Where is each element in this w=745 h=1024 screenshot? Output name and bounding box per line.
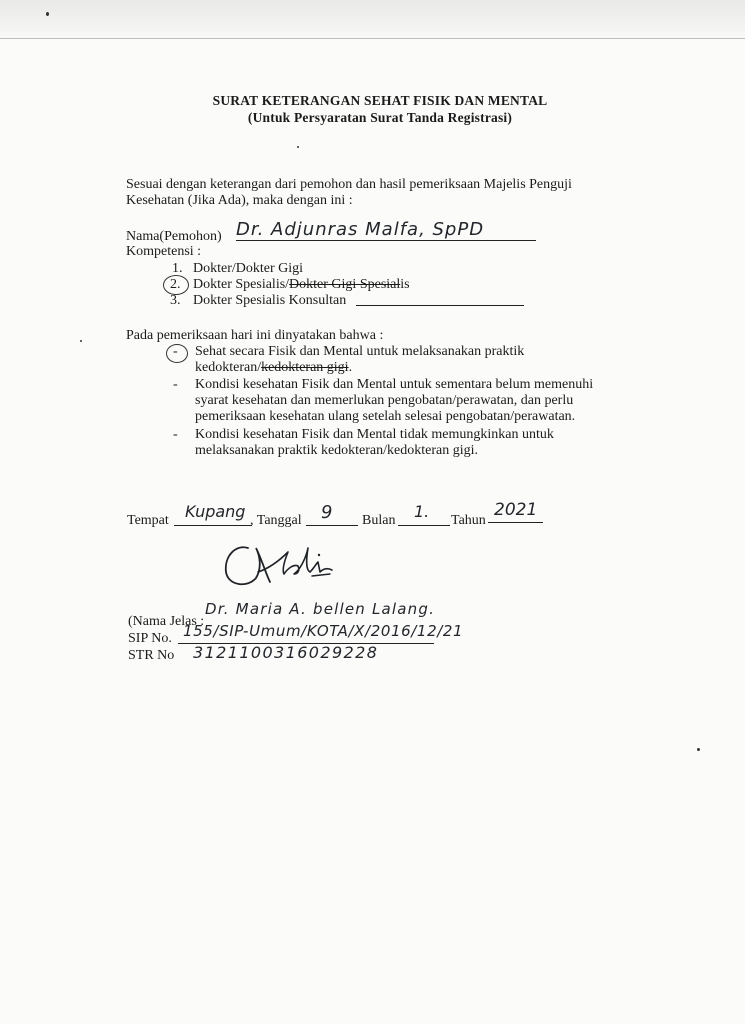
kompetensi-item-3-text: Dokter Spesialis Konsultan	[193, 293, 347, 308]
tahun-handwritten-value: 2021	[494, 500, 538, 520]
document-subtitle: (Untuk Persyaratan Surat Tanda Registrasi)	[247, 110, 513, 125]
tanggal-handwritten-value: 9	[321, 502, 333, 523]
pemeriksaan-item-2-line-2: syarat kesehatan dan memerlukan pengobatan/perawatan, dan perlu	[195, 393, 574, 408]
document-title: SURAT KETERANGAN SEHAT FISIK DAN MENTAL	[212, 93, 548, 108]
pemeriksaan-item-3-bullet: -	[173, 427, 178, 442]
pemeriksaan-item-3-line-2: melaksanakan praktik kedokteran/kedokteran gigi.	[195, 443, 479, 458]
bulan-handwritten-value: 1.	[414, 502, 430, 521]
pemeriksaan-intro: Pada pemeriksaan hari ini dinyatakan bahwa :	[126, 328, 384, 343]
pemeriksaan-item-1-struck-text: kedokteran gigi	[261, 360, 349, 375]
pemeriksaan-item-1-bullet: -	[173, 344, 178, 359]
nama-underline	[236, 240, 536, 241]
kompetensi-item-1-number: 1.	[172, 261, 183, 276]
intro-line-1: Sesuai dengan keterangan dari pemohon dan hasil pemeriksaan Majelis Penguji	[126, 177, 572, 192]
tempat-underline	[174, 525, 252, 526]
scan-speck	[697, 748, 700, 751]
signature	[218, 538, 338, 594]
intro-line-2: Kesehatan (Jika Ada), maka dengan ini :	[126, 193, 353, 208]
kompetensi-label: Kompetensi :	[126, 244, 202, 259]
scan-speck	[297, 146, 299, 148]
kompetensi-item-3-number: 3.	[170, 293, 181, 308]
scan-speck	[80, 340, 82, 342]
scan-speck	[46, 12, 49, 16]
pemeriksaan-item-1-line-2-start: kedokteran/	[195, 360, 262, 375]
pemeriksaan-item-1-line-1: Sehat secara Fisik dan Mental untuk melaksanakan praktik	[195, 344, 525, 359]
pemeriksaan-item-2-line-3: pemeriksaan kesehatan ulang setelah selesai pengobatan/perawatan.	[195, 409, 576, 424]
kompetensi-item-1-text: Dokter/Dokter Gigi	[193, 261, 304, 276]
tahun-underline	[488, 522, 543, 523]
nama-jelas-handwritten-value: Dr. Maria A. bellen Lalang.	[205, 600, 436, 618]
kompetensi-item-2-text	[193, 277, 410, 293]
bulan-underline	[398, 525, 450, 526]
sip-handwritten-value: 155/SIP-Umum/KOTA/X/2016/12/21	[183, 622, 464, 640]
str-label: STR No	[128, 648, 175, 663]
nama-handwritten-value: Dr. Adjunras Malfa, SpPD	[236, 219, 485, 240]
pemeriksaan-item-1-line-2-end: .	[348, 360, 353, 375]
kompetensi-item-2-text-start: Dokter Spesialis/	[193, 277, 290, 292]
tempat-label: Tempat	[127, 513, 169, 528]
nama-label: Nama(Pemohon)	[126, 229, 222, 244]
konsultan-blank-line	[356, 305, 524, 306]
pemeriksaan-item-2-line-1: Kondisi kesehatan Fisik dan Mental untuk sementara belum memenuhi	[195, 377, 594, 392]
kompetensi-item-2-number: 2.	[170, 277, 181, 292]
sip-label: SIP No.	[128, 631, 172, 646]
pemeriksaan-item-1-line-2	[195, 360, 352, 376]
kompetensi-item-2-struck-text: Dokter Gigi Spesial	[289, 277, 401, 292]
scan-edge-line	[0, 38, 745, 39]
tahun-label: Tahun	[451, 513, 486, 528]
str-handwritten-value: 3121100316029228	[193, 643, 379, 662]
tempat-handwritten-value: Kupang	[185, 502, 246, 521]
kompetensi-item-2-text-end: is	[400, 277, 410, 292]
bulan-label: Bulan	[362, 513, 396, 528]
tanggal-underline	[306, 525, 358, 526]
pemeriksaan-item-2-bullet: -	[173, 377, 178, 392]
nama-jelas-label: (Nama Jelas :	[128, 614, 205, 629]
tanggal-label: , Tanggal	[250, 513, 302, 528]
pemeriksaan-item-3-line-1: Kondisi kesehatan Fisik dan Mental tidak memungkinkan untuk	[195, 427, 554, 442]
